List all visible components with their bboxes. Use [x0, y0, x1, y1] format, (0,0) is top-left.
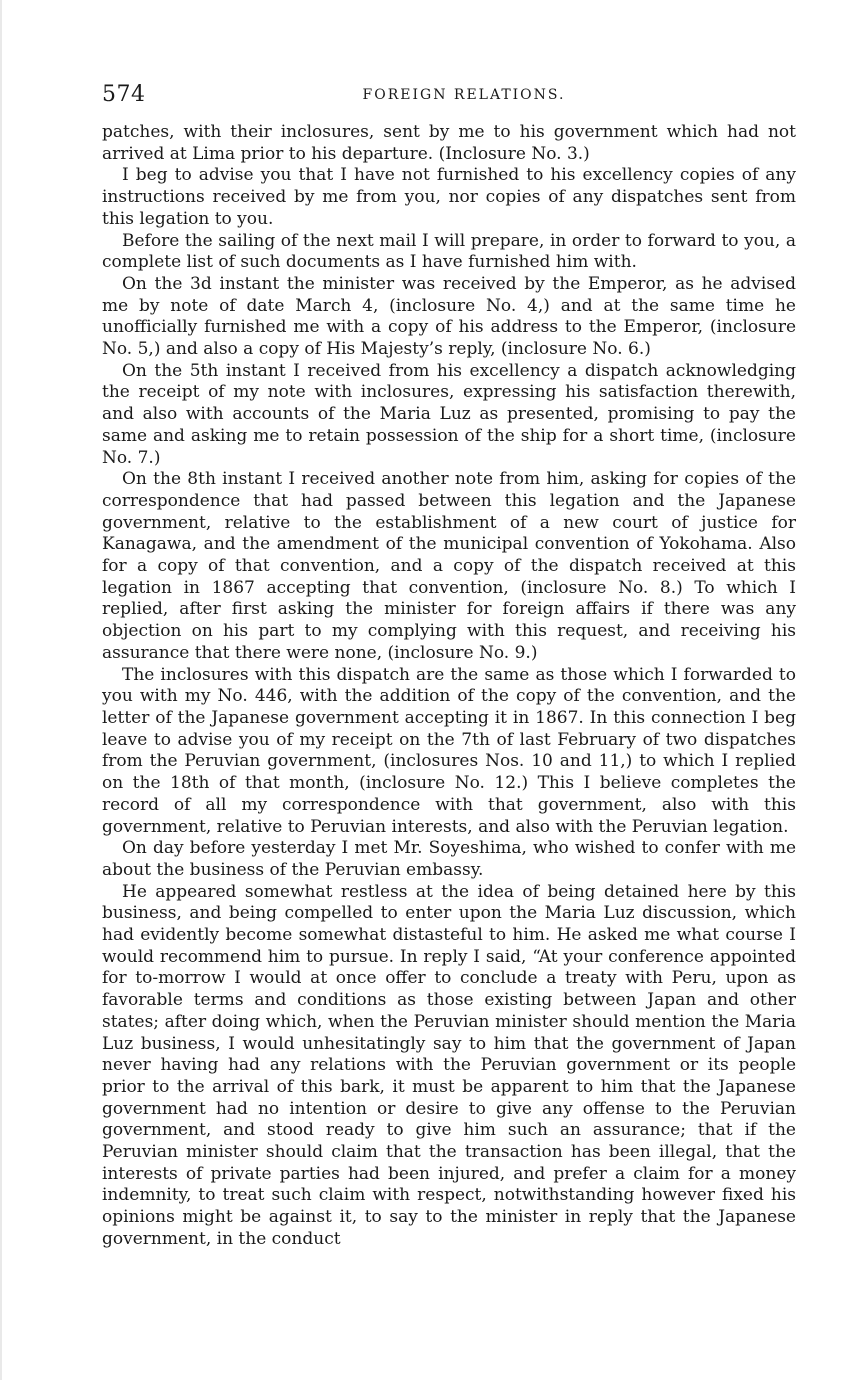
paragraph: On day before yesterday I met Mr. Soyeshima, who wished to confer with me about the business of the Peruvian embassy.: [102, 838, 796, 880]
page-header: [102, 82, 796, 108]
document-page: [102, 82, 796, 1251]
running-head: FOREIGN RELATIONS.: [362, 87, 566, 103]
scan-edge: [0, 0, 2, 1380]
page-number: 574: [102, 82, 146, 107]
paragraph: On the 8th instant I received another note from him, asking for copies of the correspondence that had passed between this legation and the Japanese government, relative to the establishment of a new court of justice for Kanagawa, and the amendment of the municipal convention of Yokohama. Also for a copy of that convention, and a copy of the dispatch received at this legation in 1867 accepting that convention, (inclosure No. 8.) To which I replied, after first asking the minister for foreign affairs if there was any objection on his part to my complying with this request, and receiving his assurance that there were none, (inclosure No. 9.): [102, 469, 796, 663]
paragraph: On the 3d instant the minister was received by the Emperor, as he advised me by note of date March 4, (inclosure No. 4,) and at the same time he unofficially furnished me with a copy of his address to the Emperor, (inclosure No. 5,) and also a copy of His Majesty’s reply, (inclosure No. 6.): [102, 273, 796, 360]
paragraph: The inclosures with this dispatch are the same as those which I forwarded to you with my No. 446, with the addition of the copy of the convention, and the letter of the Japanese government accepting it in 1867. In this connection I beg leave to advise you of my receipt on the 7th of last February of two dispatches from the Peruvian government, (inclosures Nos. 10 and 11,) to which I replied on the 18th of that month, (inclosure No. 12.) This I believe completes the record of all my correspondence with that government, also with this government, relative to Peruvian interests, and also with the Peruvian legation.: [102, 664, 796, 837]
paragraph: Before the sailing of the next mail I will prepare, in order to forward to you, a complete list of such documents as I have furnished him with.: [102, 230, 796, 273]
paragraph: On the 5th instant I received from his excellency a dispatch acknowledging the receipt of my note with inclosures, expressing his satisfaction therewith, and also with accounts of the Maria Luz as presented, promising to pay the same and asking me to retain possession of the ship for a short time, (inclosure No. 7.): [102, 360, 796, 468]
paragraph: patches, with their inclosures, sent by me to his government which had not arrived at Lima prior to his departure. (Inclosure No. 3.): [102, 122, 796, 164]
body-text: [102, 122, 796, 1251]
paragraph: I beg to advise you that I have not furnished to his excellency copies of any instructions received by me from you, nor copies of any dispatches sent from this legation to you.: [102, 165, 796, 229]
paragraph: He appeared somewhat restless at the idea of being detained here by this business, and being compelled to enter upon the Maria Luz discussion, which had evidently become somewhat distasteful to him. He asked me what course I would recommend him to pursue. In reply I said, “At your conference appointed for to-morrow I would at once offer to conclude a treaty with Peru, upon as favorable terms and conditions as those existing between Japan and other states; after doing which, when the Peruvian minister should mention the Maria Luz business, I would unhesitatingly say to him that the government of Japan never having had any relations with the Peruvian government or its people prior to the arrival of this bark, it must be apparent to him that the Japanese government had no intention or desire to give any offense to the Peruvian government, and stood ready to give him such an assurance; that if the Peruvian minister should claim that the transaction has been illegal, that the interests of private parties had been injured, and prefer a claim for a money indemnity, to treat such claim with respect, notwithstanding however fixed his opinions might be against it, to say to the minister in reply that the Japanese government, in the conduct: [102, 881, 796, 1249]
